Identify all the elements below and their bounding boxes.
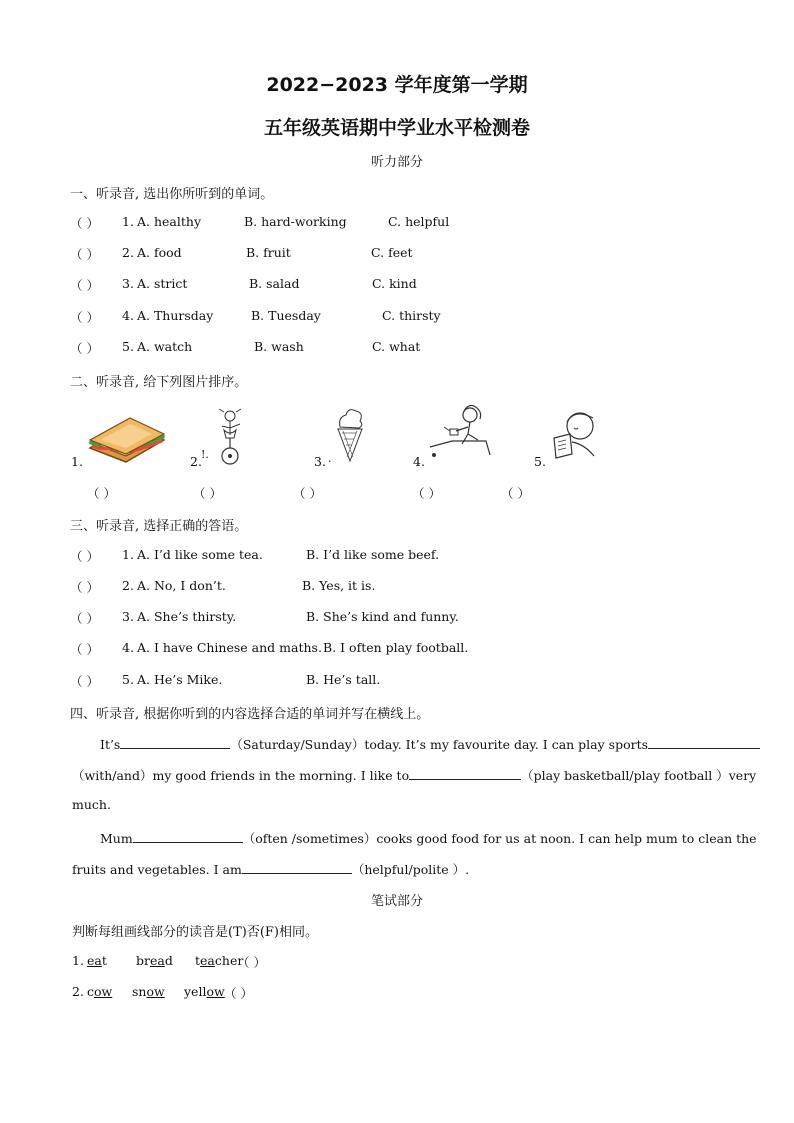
unicycle-clown-icon [210,408,254,466]
option-b: B. Tuesday [251,308,321,323]
option-a: A. strict [137,276,188,291]
item-number: 1. [122,214,134,229]
option-b: B. I often play football. [323,640,469,655]
picture-paren-2[interactable]: （ ） [193,486,222,501]
listening-part-heading: 听力部分 [370,155,423,170]
word-snow: snow [132,984,165,999]
item-number: 5. [122,672,134,687]
option-b: B. salad [249,276,300,291]
item-number: 2. [122,578,134,593]
passage-line-2 [72,766,756,784]
answer-paren[interactable]: （ ） [70,611,99,626]
section4-heading: 四、听录音, 根据你听到的内容选择合适的单词并写在横线上。 [70,707,430,722]
passage-text: （helpful/polite ）. [351,862,470,877]
fill-blank-1[interactable] [120,735,230,749]
option-b: B. wash [254,339,304,354]
section2-heading: 二、听录音, 给下列图片排序。 [70,375,248,390]
option-a: A. No, I don’t. [137,578,226,593]
fill-blank-5[interactable] [242,860,352,874]
option-b: B. Yes, it is. [302,578,376,593]
option-a: A. watch [137,339,193,354]
item-number: 1. [72,953,84,968]
section3-heading: 三、听录音, 选择正确的答语。 [70,519,248,534]
passage-text: It’s [100,737,121,752]
page-title-exam: 五年级英语期中学业水平检测卷 [263,117,530,139]
passage-text: （play basketball/play football ）very [521,768,757,783]
passage-line-5 [72,860,469,878]
picture-number-2: 2. [190,454,202,469]
passage-line-3: much. [72,797,111,812]
answer-paren[interactable]: （ ） [224,986,253,1001]
item-number: 2. [72,984,84,999]
item-number: 4. [122,308,134,323]
section5-heading: 判断每组画线部分的读音是(T)否(F)相同。 [72,925,318,940]
picture-number-3: 3. [314,454,326,469]
option-a: A. She’s thirsty. [137,609,237,624]
answer-paren[interactable]: （ ） [70,247,99,262]
picture-dot: . [328,452,332,465]
answer-paren[interactable]: （ ） [70,674,99,689]
item-number: 2. [122,245,134,260]
option-c: C. feet [371,245,413,260]
picture-number-5: 5. [534,454,546,469]
option-c: C. kind [372,276,417,291]
sandwich-icon [86,418,168,464]
section1-heading: 一、听录音, 选出你所听到的单词。 [70,187,274,202]
passage-text: （often /sometimes）cooks good food for us at noon. I can help mum to clean the [242,831,757,846]
answer-paren[interactable]: （ ） [70,580,99,595]
passage-text: （Saturday/Sunday）today. It’s my favourite day. I can play sports [230,737,649,752]
answer-paren[interactable]: （ ） [70,216,99,231]
option-a: A. Thursday [137,308,214,323]
option-a: A. healthy [137,214,202,229]
boy-reading-icon [550,408,600,462]
option-a: A. I have Chinese and maths. [137,640,322,655]
option-b: B. hard-working [244,214,347,229]
option-c: C. helpful [388,214,450,229]
picture-number-1: 1. [71,454,83,469]
picture-paren-5[interactable]: （ ） [501,486,530,501]
picture-number-4: 4. [413,454,425,469]
item-number: 4. [122,640,134,655]
option-c: C. what [372,339,421,354]
answer-paren[interactable]: （ ） [70,310,99,325]
option-b: B. fruit [246,245,291,260]
option-a: A. He’s Mike. [137,672,223,687]
option-a: A. food [137,245,182,260]
passage-text: （with/and）my good friends in the morning. I like to [72,768,410,783]
picture-paren-1[interactable]: （ ） [87,486,116,501]
answer-paren[interactable]: （ ） [70,642,99,657]
fill-blank-4[interactable] [133,829,243,843]
word-cow: cow [87,984,113,999]
option-b: B. He’s tall. [306,672,381,687]
option-b: B. I’d like some beef. [306,547,440,562]
passage-line-4 [100,829,757,847]
word-eat: eat [87,953,107,968]
answer-paren[interactable]: （ ） [70,549,99,564]
fill-blank-2[interactable] [648,735,760,749]
passage-text: fruits and vegetables. I am [72,862,242,877]
option-c: C. thirsty [382,308,441,323]
option-a: A. I’d like some tea. [137,547,263,562]
item-number: 1. [122,547,134,562]
passage-line-1 [100,735,760,753]
picture-paren-3[interactable]: （ ） [293,486,322,501]
answer-paren[interactable]: （ ） [70,341,99,356]
word-teacher: teacher [195,953,244,968]
page-title-year: 2022−2023 学年度第一学期 [266,74,528,96]
word-bread: bread [136,953,173,968]
option-b: B. She’s kind and funny. [306,609,459,624]
word-yellow: yellow [184,984,225,999]
item-number: 3. [122,609,134,624]
answer-paren[interactable]: （ ） [70,278,99,293]
item-number: 3. [122,276,134,291]
girl-watering-icon [428,403,492,461]
item-number: 5. [122,339,134,354]
picture-paren-4[interactable]: （ ） [412,486,441,501]
ice-cream-icon [334,407,366,463]
answer-paren[interactable]: （ ） [237,955,266,970]
picture-dots: !. [201,448,209,461]
writing-part-heading: 笔试部分 [370,894,423,909]
fill-blank-3[interactable] [409,766,521,780]
passage-text: Mum [100,831,133,846]
